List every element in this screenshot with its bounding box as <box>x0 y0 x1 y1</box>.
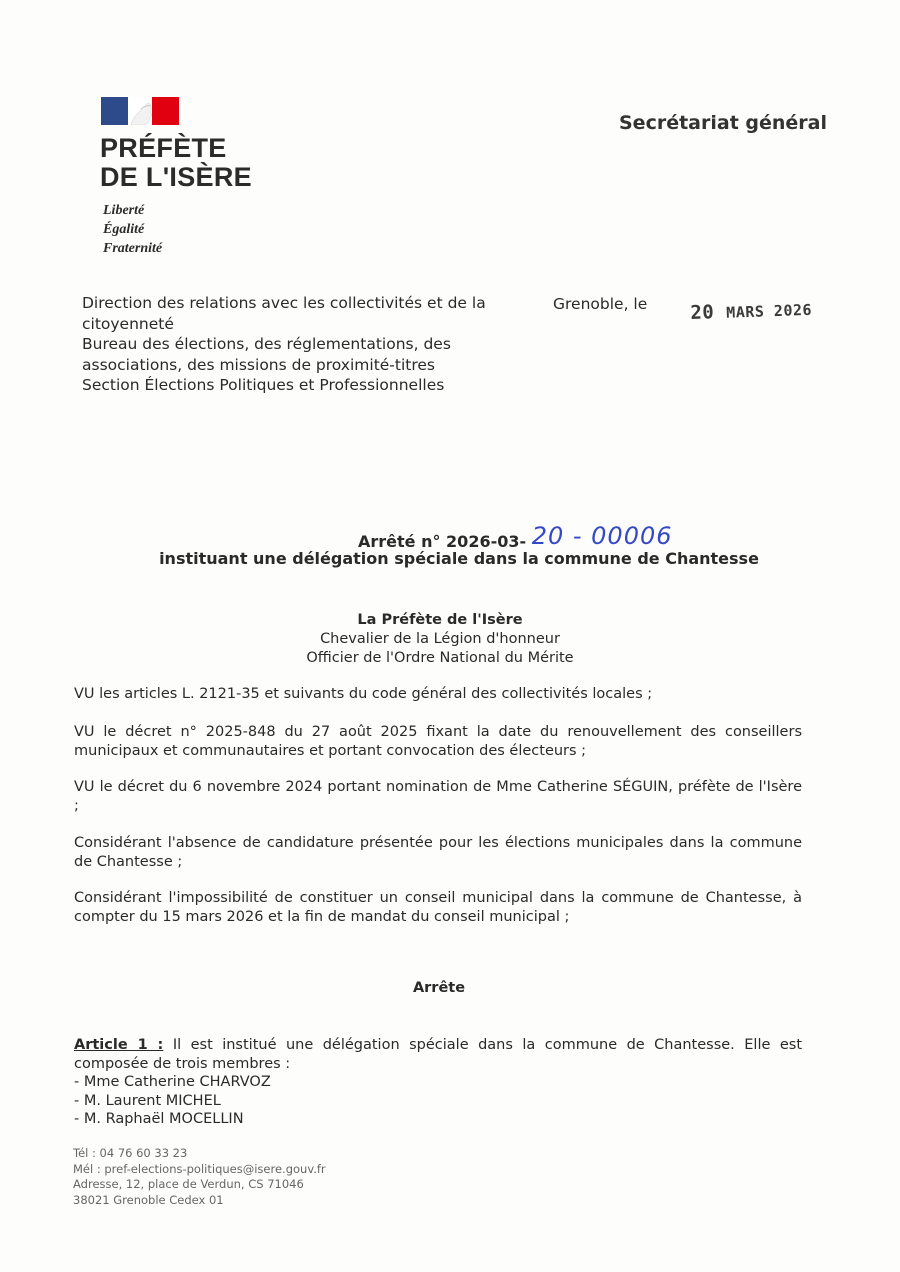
member-list <box>74 1073 802 1129</box>
footer-address: Adresse, 12, place de Verdun, CS 71046 <box>73 1177 304 1191</box>
date-stamp <box>690 298 812 324</box>
service-direction: Direction des relations avec les collectivités et de la citoyenneté <box>82 294 486 333</box>
place-label: Grenoble, le <box>553 295 648 313</box>
logo-wordmark <box>100 134 252 192</box>
logo-line-2: DE L'ISÈRE <box>100 162 252 192</box>
footer-phone: Tél : 04 76 60 33 23 <box>73 1146 188 1160</box>
consideration-vu-articles: VU les articles L. 2121-35 et suivants du code général des collectivités locales ; <box>74 686 653 702</box>
member-item: - Mme Catherine CHARVOZ <box>74 1074 271 1090</box>
date-stamp-day: 20 <box>690 301 715 324</box>
decision-heading: Arrête <box>412 980 466 996</box>
footer-email: Mél : pref-elections-politiques@isere.gouv.fr <box>73 1161 326 1176</box>
consideration-absence-candidature: Considérant l'absence de candidature présentée pour les élections municipales dans la commune de Chantesse ; <box>74 835 802 870</box>
motto-egalite: Égalité <box>103 222 145 237</box>
article-1-label: Article 1 : <box>74 1037 164 1053</box>
contact-footer <box>73 1146 326 1208</box>
marianne-flag-logo <box>101 97 179 125</box>
article-1-text: Il est institué une délégation spéciale dans la commune de Chantesse. Elle est composée de trois membres : <box>74 1037 803 1072</box>
article-1 <box>74 1036 802 1129</box>
decree-subtitle: instituant une délégation spéciale dans la commune de Chantesse <box>159 549 759 568</box>
footer-city: 38021 Grenoble Cedex 01 <box>73 1192 224 1207</box>
handwritten-decree-number: 20 - 00006 <box>531 522 673 550</box>
consideration-vu-decret-nomination: VU le décret du 6 novembre 2024 portant nomination de Mme Catherine SÉGUIN, préfète de l'Isère ; <box>74 779 802 814</box>
prefect-title-1: Chevalier de la Légion d'honneur <box>320 631 560 647</box>
service-section: Section Élections Politiques et Professionnelles <box>82 376 445 394</box>
logo-line-1: PRÉFÈTE <box>100 133 227 163</box>
motto-liberte: Liberté <box>103 203 145 218</box>
motto <box>103 201 162 258</box>
motto-fraternite: Fraternité <box>103 241 163 256</box>
issuing-service <box>82 293 532 396</box>
date-stamp-month-year: MARS 2026 <box>725 300 813 322</box>
consideration-vu-decret-2025: VU le décret n° 2025-848 du 27 août 2025 fixant la date du renouvellement des conseillers municipaux et communautaires et portant convocation des électeurs ; <box>74 724 802 759</box>
consideration-impossibilite: Considérant l'impossibilité de constituer un conseil municipal dans la commune de Chantesse, à compter du 15 mars 2026 et la fin de mandat du conseil municipal ; <box>74 890 802 925</box>
prefect-name: La Préfète de l'Isère <box>357 612 523 628</box>
prefect-title-2: Officier de l'Ordre National du Mérite <box>306 650 574 666</box>
service-bureau: Bureau des élections, des réglementations, des associations, des missions de proximité-titres <box>82 335 451 374</box>
prefect-block <box>0 611 880 668</box>
secretariat-heading: Secrétariat général <box>619 112 827 134</box>
decree-title <box>0 522 900 568</box>
member-item: - M. Raphaël MOCELLIN <box>74 1111 244 1127</box>
decree-number-prefix: Arrêté n° 2026-03- <box>358 532 527 551</box>
member-item: - M. Laurent MICHEL <box>74 1092 221 1109</box>
